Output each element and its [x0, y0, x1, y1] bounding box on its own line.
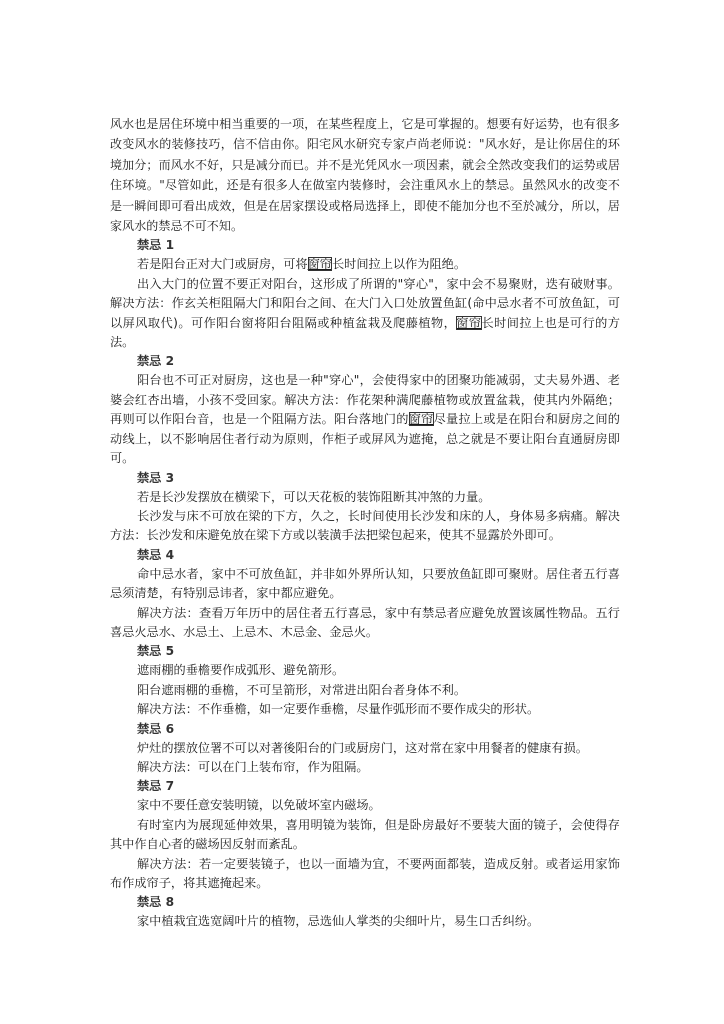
- paragraph-text: 出入大门的位置不要正对阳台，这形成了所谓的"穿心"，家中会不易聚财，迭有破财事。解决方法：作玄关柜阻隔大门和阳台之间、在大门入口处放置鱼缸(命中忌水者不可放鱼缸，可以屏风取代)。可作阳台窗将阳台阻隔或种植盆栽及爬藤植物，: [110, 276, 620, 330]
- taboo-paragraph: [110, 371, 620, 468]
- paragraph-text: 尽量拉上或是在阳台和厨房之间的动线上，以不影响居住者行动为原则，作柜子或屏风为遮掩，总之就是不要让阳台直通厨房即可。: [110, 412, 620, 466]
- paragraph-text: 解决方法：不作垂檐，如一定要作垂檐，尽量作弧形而不要作成尖的形状。: [137, 702, 540, 717]
- taboo-paragraph: [110, 255, 620, 274]
- paragraph-text: 阳台也不可正对厨房，这也是一种"穿心"，会使得家中的团聚功能减弱，丈夫易外遇、老婆会红杏出墙，小孩不受回家。解决方法：作花架种满爬藤植物或放置盆栽，使其内外隔绝；再则可以作阳台音，也是一个阻隔方法。阳台落地门的: [110, 373, 620, 427]
- paragraph-text: 若是阳台正对大门或厨房，可将: [137, 257, 308, 272]
- highlighted-keyword-link[interactable]: 窗帘: [456, 315, 482, 330]
- taboo-paragraph: [110, 275, 620, 353]
- taboo-paragraph: [110, 855, 620, 894]
- taboo-paragraph: [110, 912, 620, 931]
- taboo-paragraph: [110, 816, 620, 855]
- paragraph-text: 解决方法：若一定要装镜子，也以一面墙为宜，不要两面都装，造成反射。或者运用家饰布作成帘子，将其遮掩起来。: [110, 856, 620, 890]
- taboo-heading: 禁忌 4: [137, 547, 175, 562]
- paragraph-text: 命中忌水者，家中不可放鱼缸，并非如外界所认知，只要放鱼缸即可聚财。居住者五行喜忌须清楚，有特别忌讳者，家中都应避免。: [110, 566, 620, 601]
- paragraph-text: 有时室内为展现延伸效果，喜用明镜为装饰，但是卧房最好不要装大面的镜子，会使得存其中作自心者的磁场因反射而紊乱。: [110, 817, 620, 852]
- taboo-paragraph: [110, 507, 620, 546]
- taboo-paragraph: [110, 681, 620, 700]
- paragraph-text: 解决方法：查看万年历中的居住者五行喜忌，家中有禁忌者应避免放置该属性物品。五行喜忌火忌水、水忌土、上忌木、木忌金、金忌火。: [110, 605, 620, 639]
- taboo-sections: [110, 236, 620, 931]
- intro-paragraph: 风水也是居住环境中相当重要的一项，在某些程度上，它是可掌握的。想要有好运势，也有很多改变风水的装修技巧，信不信由你。阳宅风水研究专家卢尚老师说："风水好，是让你居住的环境加分；而风水不好，只是减分而已。并不是光凭风水一项因素，就会全然改变我们的运势或居住环境。"尽管如此，还是有很多人在做室内装修时，会注重风水上的禁忌。虽然风水的改变不是一瞬间即可看出成效，但是在居家摆设或格局选择上，即使不能加分也不至於减分，所以，居家风水的禁忌不可不知。: [110, 117, 620, 234]
- document-page: [110, 114, 620, 932]
- taboo-heading: 禁忌 2: [137, 354, 175, 369]
- taboo-paragraph: [110, 565, 620, 604]
- taboo-paragraph: [110, 700, 620, 719]
- paragraph-text: 解决方法：可以在门上装布帘，作为阻隔。: [137, 759, 369, 774]
- taboo-heading: 禁忌 3: [137, 470, 175, 485]
- highlighted-keyword-link[interactable]: 窗帘: [307, 257, 332, 272]
- paragraph-text: 阳台遮雨棚的垂檐，不可呈箭形，对常进出阳台者身体不利。: [137, 682, 467, 697]
- taboo-heading: 禁忌 6: [137, 721, 175, 736]
- taboo-heading: 禁忌 1: [137, 238, 175, 253]
- paragraph-text: 长沙发与床不可放在梁的下方，久之，长时间使用长沙发和床的人，身体易多病痛。解决方法：长沙发和床避免放在梁下方或以装潢手法把梁包起来，使其不显露於外即可。: [110, 508, 620, 543]
- paragraph-text: 炉灶的摆放位署不可以对著後阳台的门或厨房门，这对常在家中用餐者的健康有损。: [137, 740, 588, 755]
- highlighted-keyword-link[interactable]: 窗帘: [408, 412, 434, 427]
- taboo-heading: 禁忌 8: [137, 895, 175, 910]
- taboo-heading: 禁忌 7: [137, 779, 175, 794]
- paragraph-text: 长时间拉上以作为阻绝。: [332, 257, 467, 272]
- taboo-paragraph: [110, 796, 620, 815]
- taboo-heading: 禁忌 5: [137, 644, 175, 659]
- taboo-paragraph: [110, 758, 620, 777]
- paragraph-text: 长时间拉上也是可行的方法。: [110, 315, 620, 350]
- paragraph-text: 家中不要任意安装明镜，以免破坏室内磁场。: [137, 798, 381, 813]
- taboo-paragraph: [110, 604, 620, 643]
- taboo-paragraph: [110, 661, 620, 680]
- taboo-paragraph: [110, 739, 620, 758]
- paragraph-text: 若是长沙发摆放在横梁下，可以天花板的装饰阻断其冲煞的力量。: [137, 489, 491, 504]
- paragraph-text: 遮雨棚的垂檐要作成弧形、避免箭形。: [137, 663, 345, 678]
- taboo-paragraph: [110, 488, 620, 507]
- paragraph-text: 家中植栽宜选宽阔叶片的植物，忌选仙人掌类的尖细叶片，易生口舌纠纷。: [137, 914, 540, 929]
